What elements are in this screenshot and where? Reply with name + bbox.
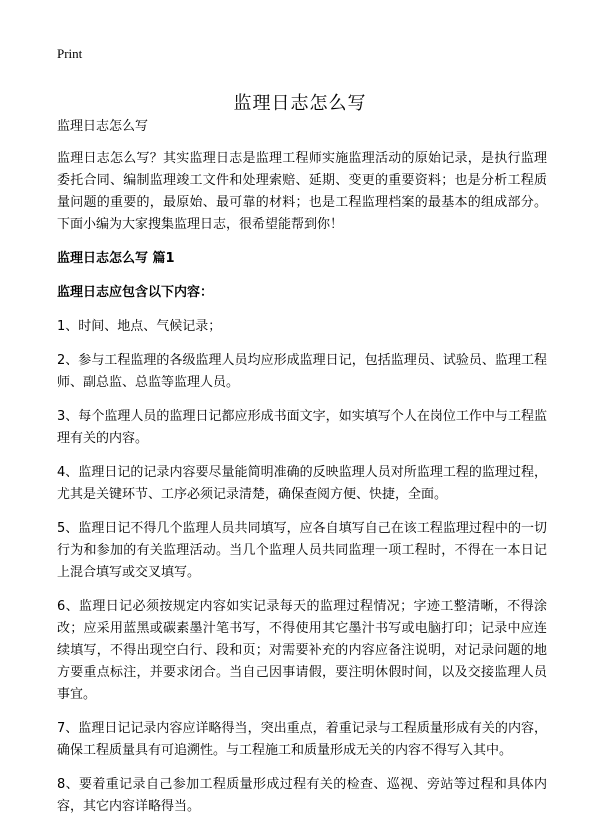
print-label: Print (57, 46, 83, 61)
content-heading: 监理日志应包含以下内容： (57, 285, 214, 300)
list-item-2: 2、参与工程监理的各级监理人员均应形成监理日记，包括监理员、试验员、监理工程师、副总监、总监等监理人员。 (57, 353, 547, 390)
list-item-5: 5、监理日记不得几个监理人员共同填写，应各自填写自己在该工程监理过程中的一切行为和参加的有关监理活动。当几个监理人员共同监理一项工程时，不得在一本日记上混合填写或交叉填写。 (57, 521, 547, 580)
list-item-3: 3、每个监理人员的监理日记都应形成书面文字，如实填写个人在岗位工作中与工程监理有关的内容。 (57, 409, 547, 446)
page-title: 监理日志怎么写 (233, 93, 367, 115)
article-subtitle: 监理日志怎么写 (57, 119, 149, 134)
article-body (57, 116, 547, 830)
list-item-6: 6、监理日记必须按规定内容如实记录每天的监理过程情况；字迹工整清晰，不得涂改；应采用蓝黑或碳素墨汁笔书写，不得使用其它墨汁书写或电脑打印；记录中应连续填写，不得出现空白行、段和页；对需要补充的内容应备注说明，对记录问题的地方要重点标注，并要求闭合。当自己因事请假，要注明休假时间，以及交接监理人员事宜。 (57, 599, 547, 702)
list-item-1: 1、时间、地点、气候记录； (57, 319, 222, 334)
list-item-8: 8、要着重记录自己参加工程质量形成过程有关的检查、巡视、旁站等过程和具体内容，其它内容详略得当。 (57, 777, 547, 814)
list-item-4: 4、监理日记的记录内容要尽量能简明准确的反映监理人员对所监理工程的监理过程，尤其是关键环节、工序必须记录清楚，确保查阅方便、快捷，全面。 (57, 465, 547, 502)
list-item-7: 7、监理日记记录内容应详略得当，突出重点，着重记录与工程质量形成有关的内容，确保工程质量具有可追溯性。与工程施工和质量形成无关的内容不得写入其中。 (57, 721, 547, 758)
section-heading: 监理日志怎么写 篇1 (57, 251, 175, 266)
intro-paragraph: 监理日志怎么写？其实监理日志是监理工程师实施监理活动的原始记录，是执行监理委托合同、编制监理竣工文件和处理索赔、延期、变更的重要资料；也是分析工程质量问题的重要的，最原始、最可靠的材料；也是工程监理档案的最基本的组成部分。下面小编为大家搜集监理日志，很希望能帮到你！ (57, 151, 547, 232)
